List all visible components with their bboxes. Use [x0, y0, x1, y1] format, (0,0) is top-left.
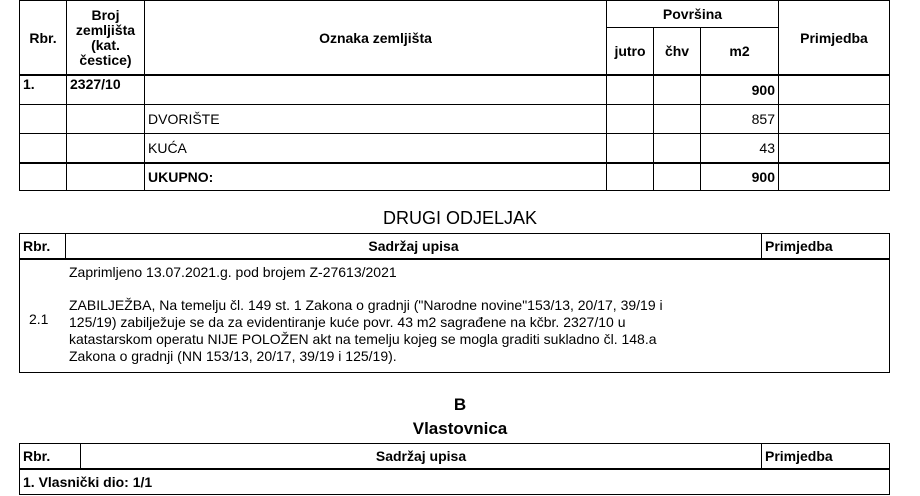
header-rbr: Rbr. [20, 1, 67, 76]
row-oznaka-total: UKUPNO: [145, 163, 607, 191]
header-sadrzaj: Sadržaj upisa [66, 234, 762, 260]
header-m2: m2 [701, 28, 779, 76]
header-primjedba: Primjedba [779, 1, 890, 76]
table-row [20, 469, 890, 495]
land-table-header-row-1 [20, 1, 890, 28]
row-m2-total: 900 [701, 163, 779, 191]
row-oznaka: KUĆA [145, 134, 607, 164]
header-rbr: Rbr. [20, 444, 81, 470]
header-broj-zemljista: Broj zemljišta (kat. čestice) [67, 1, 145, 76]
row-broj: 2327/10 [67, 75, 145, 105]
header-chv: čhv [654, 28, 701, 76]
vlastovnica-header-row [20, 444, 890, 470]
header-primjedba: Primjedba [762, 444, 890, 470]
drugi-odjeljak-table [19, 233, 890, 373]
header-povrsina: Površina [607, 1, 779, 28]
table-row [20, 259, 890, 373]
vlasnicki-dio: 1. Vlasnički dio: 1/1 [20, 469, 890, 495]
drugi-header-row [20, 234, 890, 260]
vlastovnica-table [19, 443, 890, 495]
entry-text: ZABILJEŽBA, Na temelju čl. 149 st. 1 Zakona o gradnji ("Narodne novine"153/13, 20/17, 39/19 i 125/19) zabilježuje se da za evidentiranje kuće povr. 43 m2 sagrađene na kčbr. 2327/10 u katastarskom operatu NIJE POLOŽEN akt na temelju kojeg se mogla graditi sukladno čl. 148.a Zakona o gradnji (NN 153/13, 20/17, 39/19 i 125/19). [69, 297, 663, 364]
row-rbr: 1. [20, 75, 67, 105]
section-letter-b: B [453, 395, 467, 414]
header-oznaka-zemljista: Oznaka zemljišta [145, 1, 607, 76]
table-row [20, 134, 890, 164]
row-m2: 857 [701, 105, 779, 134]
row-oznaka [145, 75, 607, 105]
row-m2: 43 [701, 134, 779, 164]
entry-received: Zaprimljeno 13.07.2021.g. pod brojem Z-27613/2021 [69, 264, 397, 280]
land-table [19, 0, 890, 191]
table-row [20, 75, 890, 105]
table-row-total [20, 163, 890, 191]
table-row [20, 105, 890, 134]
section-title-drugi: DRUGI ODJELJAK [382, 208, 538, 228]
header-sadrzaj: Sadržaj upisa [81, 444, 762, 470]
header-rbr: Rbr. [20, 234, 66, 260]
header-jutro: jutro [607, 28, 654, 76]
row-m2: 900 [701, 75, 779, 105]
section-title-vlastovnica: Vlastovnica [412, 419, 508, 438]
row-oznaka: DVORIŠTE [145, 105, 607, 134]
entry-rbr: 2.1 [29, 311, 49, 327]
header-primjedba: Primjedba [762, 234, 890, 260]
